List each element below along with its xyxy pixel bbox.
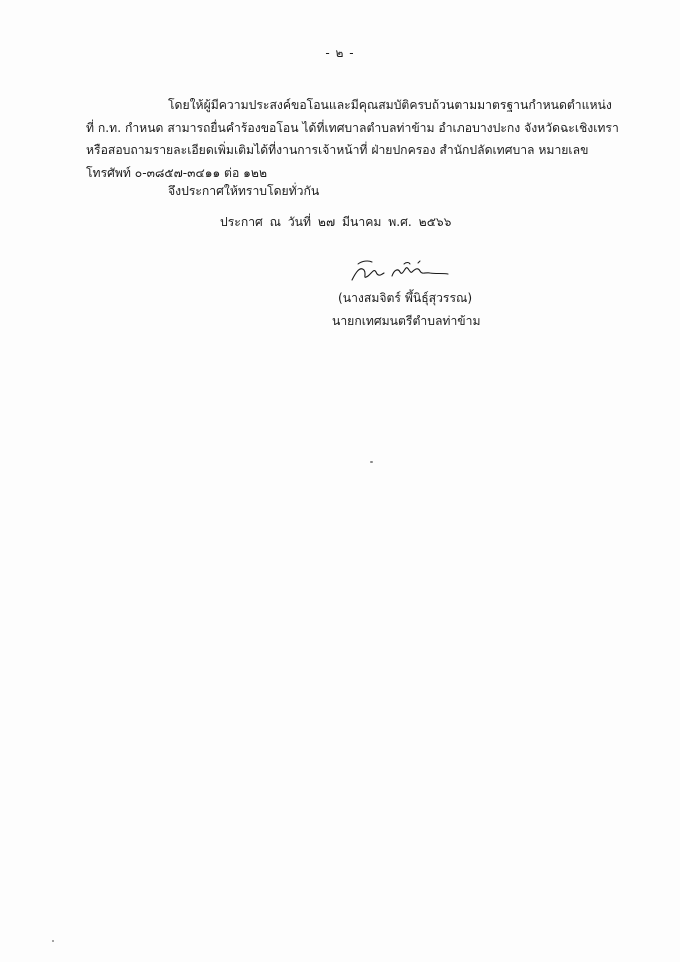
body-line-3: หรือสอบถามรายละเอียดเพิ่มเติมได้ที่งานการเจ้าหน้าที่ ฝ่ายปกครอง สำนักปลัดเทศบาล หมายเลข xyxy=(86,143,589,157)
body-line-1: โดยให้ผู้มีความประสงค์ขอโอนและมีคุณสมบัติครบถ้วนตามมาตรฐานกำหนดตำแหน่ง xyxy=(168,98,612,112)
page-number: - ๒ - xyxy=(325,46,355,60)
announcement-date: ประกาศ ณ วันที่ ๒๗ มีนาคม พ.ศ. ๒๕๖๖ xyxy=(220,215,452,229)
signer-title: นายกเทศมนตรีตำบลท่าข้าม xyxy=(332,314,481,328)
handwritten-signature xyxy=(348,258,458,286)
scan-speck xyxy=(52,940,54,942)
signer-name: (นางสมจิตร์ พึ้นิธุ์สุวรรณ) xyxy=(338,291,473,305)
closing-statement: จึงประกาศให้ทราบโดยทั่วกัน xyxy=(168,184,320,198)
announcement-body xyxy=(86,94,619,184)
body-line-4: โทรศัพท์ ๐-๓๘๕๗-๓๔๑๑ ต่อ ๑๒๒ xyxy=(86,165,267,180)
body-line-2: ที่ ก.ท. กำหนด สามารถยื่นคำร้องขอโอน ได้ที่เทศบาลตำบลท่าข้าม อำเภอบางปะกง จังหวัดฉะเชิงเทรา xyxy=(86,120,619,135)
scan-speck xyxy=(370,461,373,463)
